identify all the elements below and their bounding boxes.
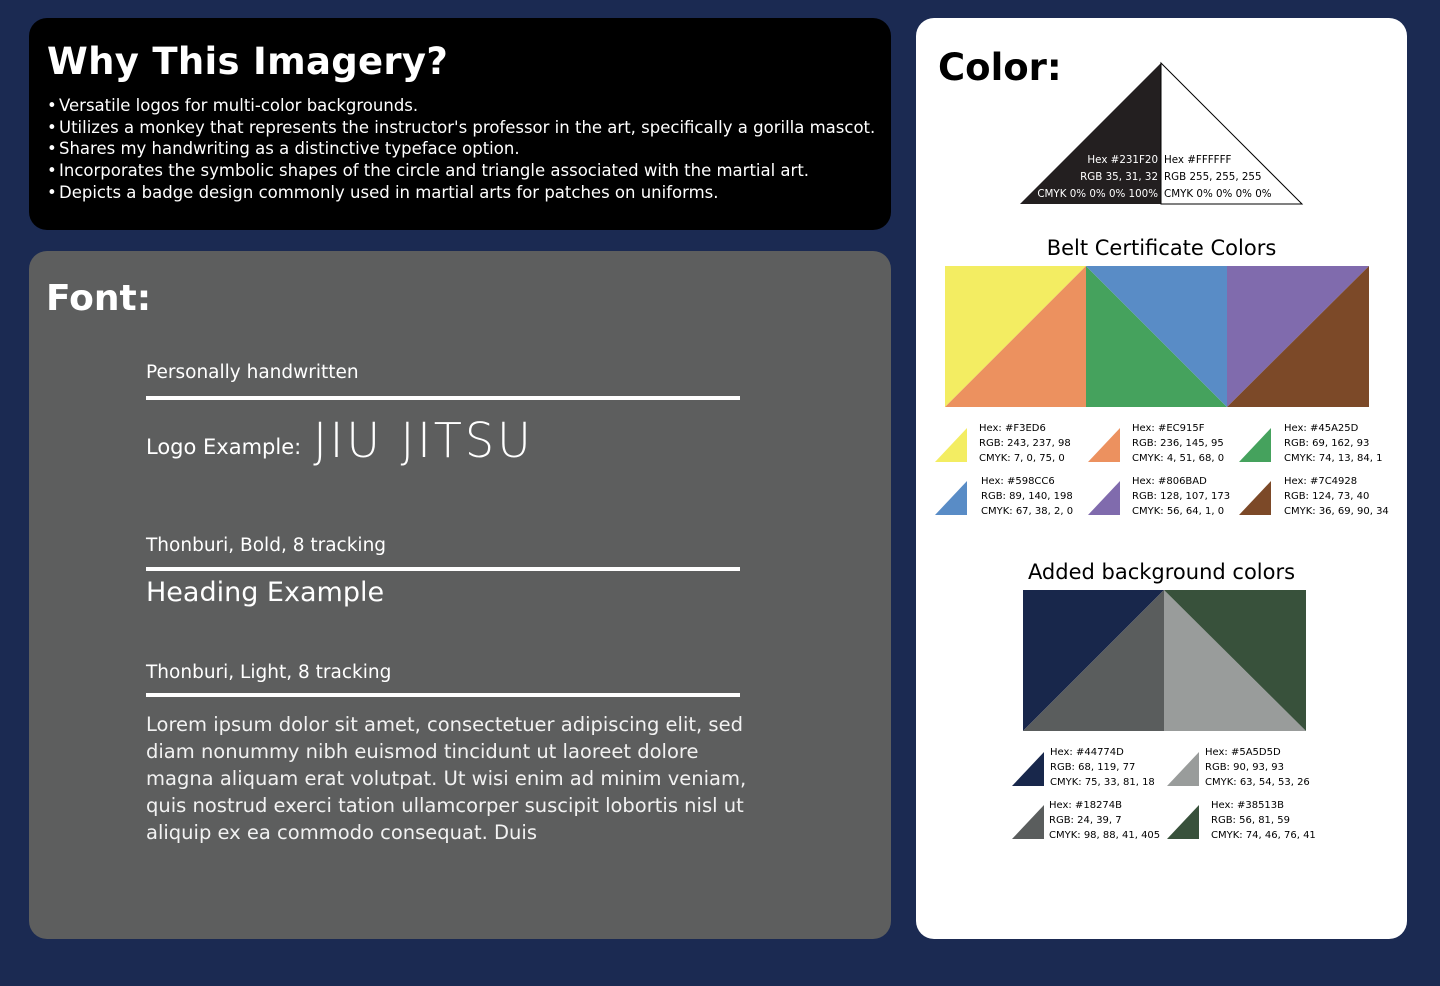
background-colors-title: Added background colors — [1027, 560, 1296, 584]
divider — [146, 567, 740, 571]
divider — [146, 693, 740, 697]
swatch-brown-specs: Hex: #7C4928 RGB: 124, 73, 40 CMYK: 36, 69, 90, 34 — [1284, 476, 1389, 517]
swatch-purple-specs: Hex: #806BAD RGB: 128, 107, 173 CMYK: 56, 64, 1, 0 — [1132, 476, 1231, 517]
logo-example-label: Logo Example: — [146, 435, 302, 459]
heading-example: Heading Example — [146, 577, 385, 608]
swatch-yellow — [935, 428, 969, 464]
primary-white-specs: Hex #FFFFFF RGB 255, 255, 255 CMYK 0% 0% 0% 0% — [1164, 154, 1272, 200]
swatch-purple — [1088, 481, 1122, 517]
swatch-orange — [1088, 428, 1122, 464]
imagery-title: Why This Imagery? — [47, 40, 449, 83]
swatch-navy — [1012, 752, 1046, 788]
body-example: Lorem ipsum dolor sit amet, consectetuer adipiscing elit, sed diam nonummy nibh euismod tincidunt ut laoreet dolore magna aliquam erat volutpat. Ut wisi enim ad minim veniam, quis nostrud exerci tation ullamcorper suscipit lobortis nisl ut aliquip ex ea commodo consequat. Duis — [146, 713, 747, 844]
imagery-panel — [29, 18, 891, 230]
color-panel — [916, 18, 1407, 939]
divider — [146, 396, 740, 400]
swatch-light-gray — [1167, 752, 1201, 788]
imagery-bullet: • Depicts a badge design commonly used in martial arts for patches on uniforms. — [47, 182, 719, 202]
logo-example-text: JIU JITSU — [313, 411, 534, 469]
color-title: Color: — [938, 46, 1062, 89]
belt-colors-title: Belt Certificate Colors — [1046, 236, 1277, 260]
swatch-light-gray-specs: Hex: #5A5D5D RGB: 90, 93, 93 CMYK: 63, 54, 53, 26 — [1205, 747, 1310, 788]
swatch-blue — [935, 481, 969, 517]
swatch-dark-green-specs: Hex: #38513B RGB: 56, 81, 59 CMYK: 74, 46, 76, 41 — [1211, 800, 1316, 841]
logo-example-row — [146, 411, 534, 467]
imagery-bullet: • Shares my handwriting as a distinctive typeface option. — [47, 139, 520, 159]
imagery-bullet: • Utilizes a monkey that represents the instructor's professor in the art, specifically a gorilla mascot. — [47, 117, 876, 137]
bold-font-label: Thonburi, Bold, 8 tracking — [146, 535, 387, 556]
primary-black-specs: Hex #231F20 RGB 35, 31, 32 CMYK 0% 0% 0% 100% — [1037, 154, 1158, 200]
imagery-bullet: • Incorporates the symbolic shapes of the circle and triangle associated with the martial art. — [47, 161, 810, 181]
belt-color-pattern — [945, 266, 1369, 407]
swatch-gray-specs: Hex: #18274B RGB: 24, 39, 7 CMYK: 98, 88, 41, 405 — [1049, 800, 1161, 841]
swatch-brown — [1239, 481, 1273, 517]
swatch-gray — [1012, 805, 1046, 841]
font-panel — [29, 251, 891, 939]
imagery-bullet: • Versatile logos for multi-color backgrounds. — [47, 96, 419, 115]
light-font-label: Thonburi, Light, 8 tracking — [146, 662, 392, 683]
swatch-yellow-specs: Hex: #F3ED6 RGB: 243, 237, 98 CMYK: 7, 0, 75, 0 — [979, 423, 1071, 464]
swatch-green-specs: Hex: #45A25D RGB: 69, 162, 93 CMYK: 74, 13, 84, 1 — [1284, 423, 1383, 464]
font-title: Font: — [46, 278, 152, 319]
swatch-orange-specs: Hex: #EC915F RGB: 236, 145, 95 CMYK: 4, 51, 68, 0 — [1132, 423, 1225, 464]
handwritten-label: Personally handwritten — [146, 362, 359, 383]
swatch-green — [1239, 428, 1273, 464]
swatch-navy-specs: Hex: #44774D RGB: 68, 119, 77 CMYK: 75, 33, 81, 18 — [1050, 747, 1155, 788]
primary-color-triangle — [916, 18, 1407, 218]
imagery-bullet-list — [47, 95, 876, 204]
swatch-dark-green — [1167, 805, 1201, 841]
background-color-pattern — [1023, 590, 1307, 731]
swatch-blue-specs: Hex: #598CC6 RGB: 89, 140, 198 CMYK: 67, 38, 2, 0 — [981, 476, 1074, 517]
